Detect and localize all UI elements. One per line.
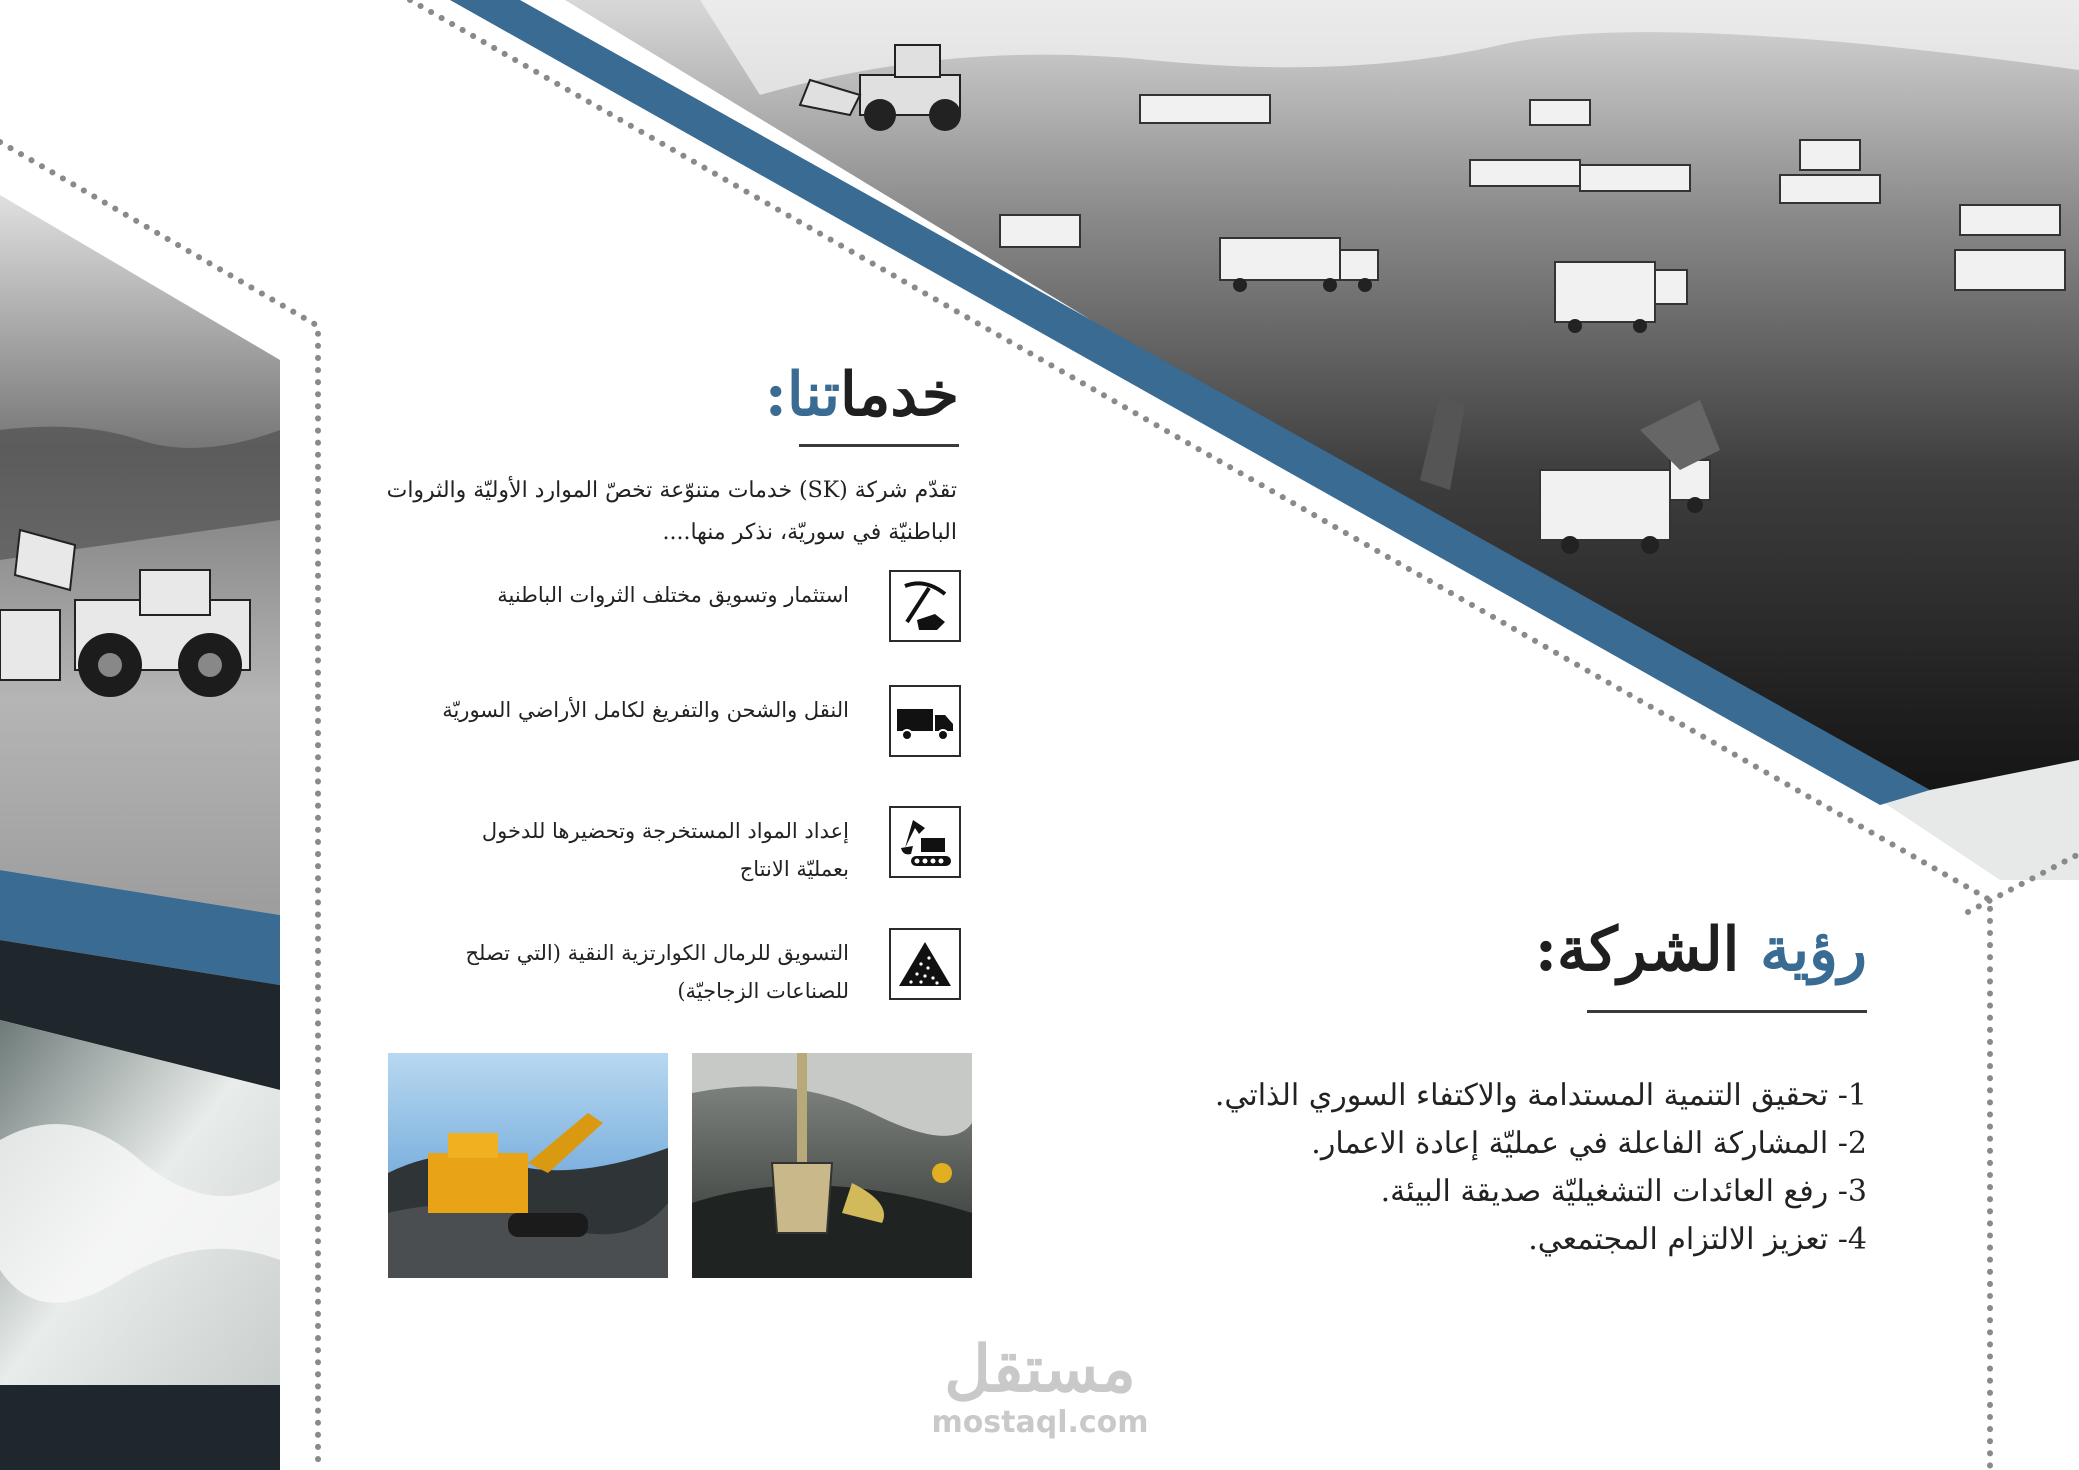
- vision-heading: رؤية الشركة:: [1534, 915, 1867, 985]
- truck-icon: [889, 685, 961, 757]
- service-label: إعداد المواد المستخرجة وتحضيرها للدخول بعمليّة الانتاج: [481, 819, 849, 881]
- watermark-arabic: مستقل: [944, 1332, 1136, 1407]
- services-heading: خدماتنا:: [764, 360, 959, 430]
- services-intro: تقدّم شركة (SK) خدمات متنوّعة تخصّ الموارد الأوليّة والثروات الباطنيّة في سوريّة، نذكر منها....: [386, 478, 957, 545]
- services-heading-rule: [799, 444, 959, 447]
- vision-list: [1087, 1072, 1867, 1264]
- watermark: [895, 1332, 1185, 1440]
- service-label: التسويق للرمال الكوارتزية النقية (التي تصلح للصناعات الزجاجيّة): [465, 941, 849, 1003]
- pickaxe-coal-icon: [889, 570, 961, 642]
- vision-item: 4- تعزيز الالتزام المجتمعي.: [1528, 1222, 1867, 1257]
- excavator-photo-1: [388, 1053, 668, 1278]
- service-item: [401, 570, 961, 646]
- vision-heading-rule: [1587, 1010, 1867, 1013]
- service-item: [401, 928, 961, 1004]
- vision-item: 2- المشاركة الفاعلة في عمليّة إعادة الاعمار.: [1311, 1126, 1867, 1161]
- excavator-icon: [889, 806, 961, 878]
- vision-item: 1- تحقيق التنمية المستدامة والاكتفاء السوري الذاتي.: [1214, 1078, 1867, 1113]
- service-item: [401, 806, 961, 882]
- service-label: النقل والشحن والتفريغ لكامل الأراضي السوريّة: [442, 698, 849, 722]
- sand-pile-icon: [889, 928, 961, 1000]
- service-item: [401, 685, 961, 761]
- watermark-latin: mostaql.com: [931, 1405, 1149, 1440]
- vision-item: 3- رفع العائدات التشغيليّة صديقة البيئة.: [1380, 1174, 1867, 1209]
- service-label: استثمار وتسويق مختلف الثروات الباطنية: [497, 583, 849, 607]
- excavator-photo-2: [692, 1053, 972, 1278]
- loader-photo: [0, 195, 280, 915]
